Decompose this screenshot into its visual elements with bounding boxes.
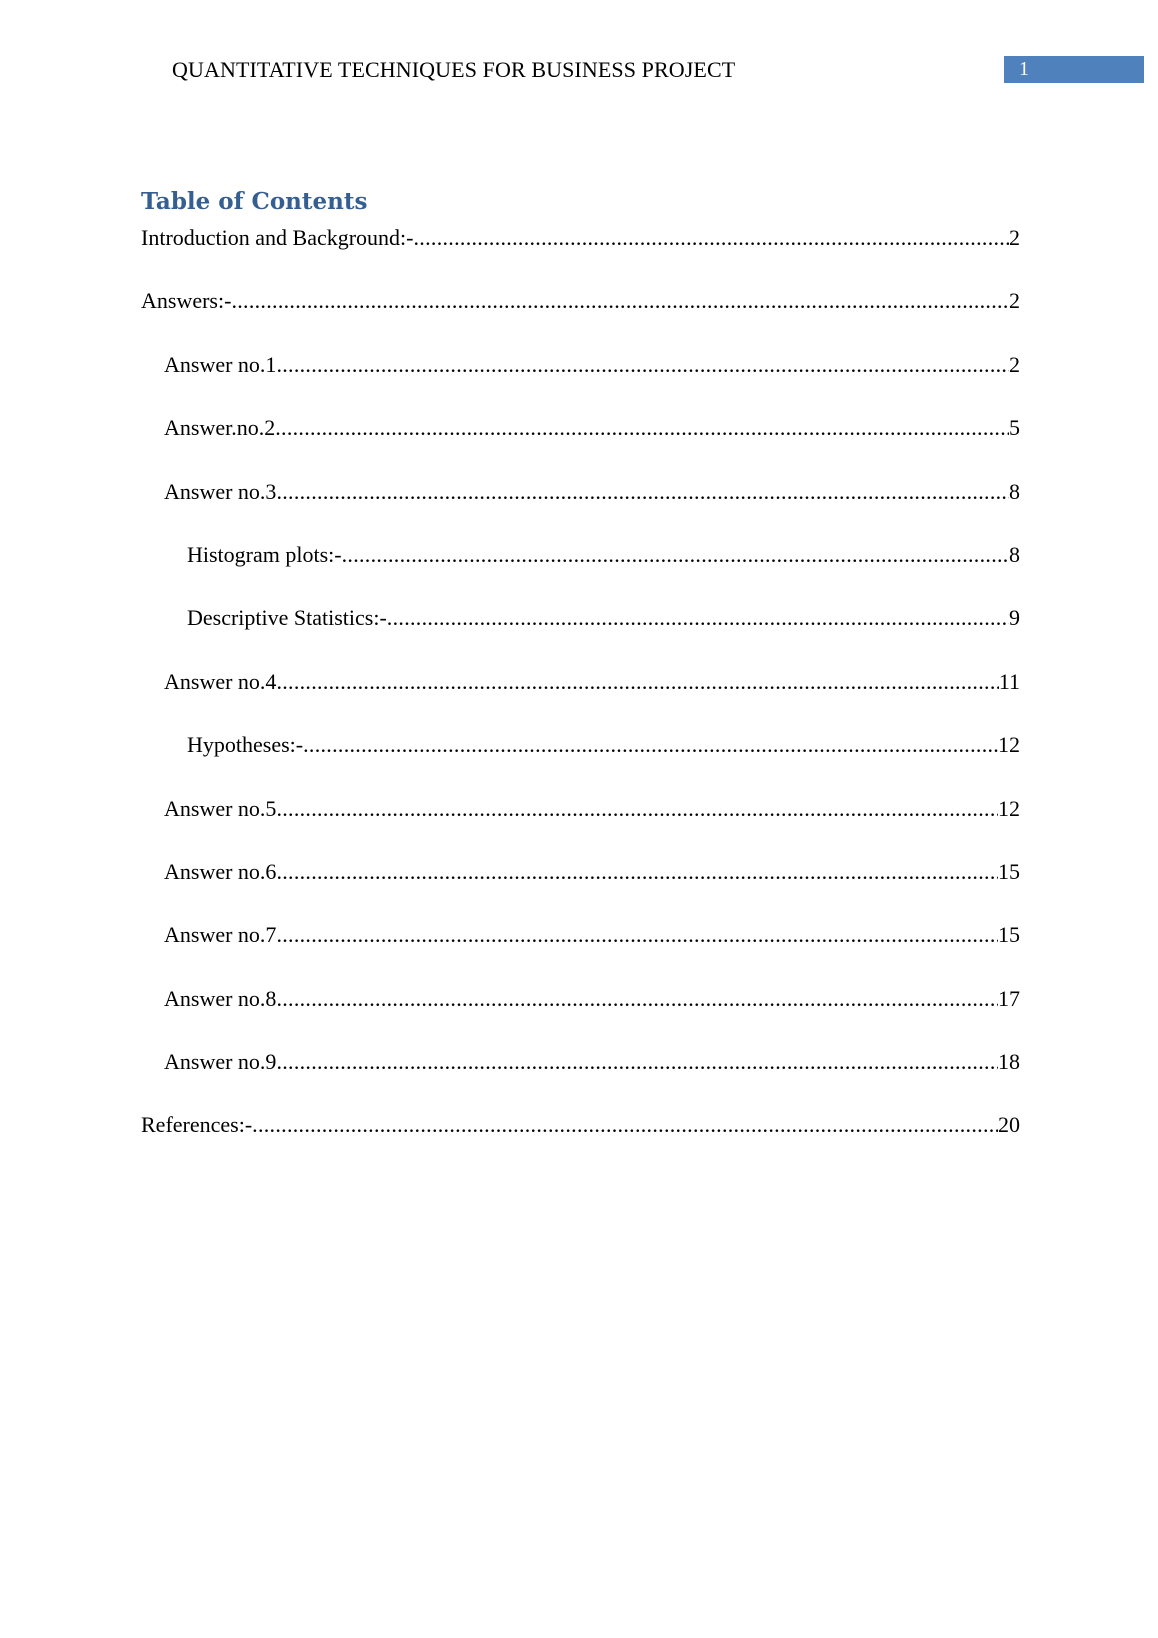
toc-dot-leader [303, 730, 998, 760]
toc-dot-leader [276, 350, 1009, 380]
toc-entry-label: Answer no.6 [164, 858, 277, 884]
toc-entry-introduction[interactable] [141, 223, 1020, 286]
toc-heading: Table of Contents [141, 188, 368, 215]
toc-dot-leader [276, 794, 998, 824]
toc-dot-leader [275, 413, 1009, 443]
toc-entry-page: 20 [998, 1112, 1020, 1138]
toc-entry-page: 2 [1009, 225, 1020, 250]
toc-dot-leader [387, 603, 1009, 633]
toc-entry-answer-7[interactable] [141, 920, 1020, 983]
toc-entry-answer-8[interactable] [141, 984, 1020, 1047]
toc-entry-label: Answer.no.2 [164, 415, 276, 441]
toc-entry-page: 15 [998, 922, 1020, 948]
toc-entry-label: Answer no.3 [164, 478, 277, 504]
toc-entry-page: 12 [998, 795, 1020, 821]
toc-entry-answer-3[interactable] [141, 477, 1020, 540]
toc-entry-page: 11 [998, 668, 1020, 694]
toc-dot-leader [276, 667, 998, 697]
toc-dot-leader [231, 286, 1009, 316]
toc-dot-leader [276, 984, 998, 1014]
page-number-badge: 1 [1004, 56, 1144, 83]
toc-entry-page: 8 [1009, 478, 1020, 504]
toc-entry-descriptive-statistics[interactable] [141, 603, 1020, 666]
toc-entry-label: Answers:- [141, 288, 232, 314]
toc-dot-leader [276, 477, 1009, 507]
toc-entry-label: Answer no.4 [164, 668, 277, 694]
toc-entry-label: Answer no.8 [164, 985, 277, 1011]
toc-entry-answer-4[interactable] [141, 667, 1020, 730]
toc-entry-page: 18 [998, 1049, 1020, 1075]
toc-entry-answer-5[interactable] [141, 794, 1020, 857]
toc-entry-label: References:- [141, 1112, 253, 1138]
toc-entry-hypotheses[interactable] [141, 730, 1020, 793]
toc-entry-label: Answer no.9 [164, 1049, 277, 1075]
toc-entry-label: Introduction and Background:- [141, 225, 414, 250]
toc-dot-leader [342, 540, 1009, 570]
toc-entry-answer-1[interactable] [141, 350, 1020, 413]
toc-entry-label: Answer no.5 [164, 795, 277, 821]
toc-entry-page: 5 [1009, 415, 1020, 441]
toc-entry-label: Hypotheses:- [187, 732, 304, 758]
toc-entry-histogram-plots[interactable] [141, 540, 1020, 603]
toc-entry-label: Answer no.7 [164, 922, 277, 948]
toc-entry-page: 12 [998, 732, 1020, 758]
toc-list [141, 223, 1020, 1174]
toc-entry-page: 2 [1009, 288, 1020, 314]
toc-dot-leader [252, 1110, 998, 1140]
running-header-title: QUANTITATIVE TECHNIQUES FOR BUSINESS PROJECT [172, 57, 736, 82]
toc-dot-leader [276, 920, 998, 950]
toc-entry-page: 9 [1009, 605, 1020, 631]
toc-entry-page: 2 [1009, 351, 1020, 377]
toc-entry-answer-2[interactable] [141, 413, 1020, 476]
toc-dot-leader [414, 223, 1010, 253]
toc-entry-answers[interactable] [141, 286, 1020, 349]
toc-entry-label: Histogram plots:- [187, 541, 342, 567]
toc-entry-answer-9[interactable] [141, 1047, 1020, 1110]
toc-entry-references[interactable] [141, 1110, 1020, 1173]
toc-entry-label: Answer no.1 [164, 351, 277, 377]
toc-dot-leader [276, 857, 998, 887]
toc-entry-page: 8 [1009, 541, 1020, 567]
toc-entry-label: Descriptive Statistics:- [187, 605, 387, 631]
toc-entry-answer-6[interactable] [141, 857, 1020, 920]
toc-entry-page: 17 [998, 985, 1020, 1011]
toc-entry-page: 15 [998, 858, 1020, 884]
toc-dot-leader [276, 1047, 998, 1077]
